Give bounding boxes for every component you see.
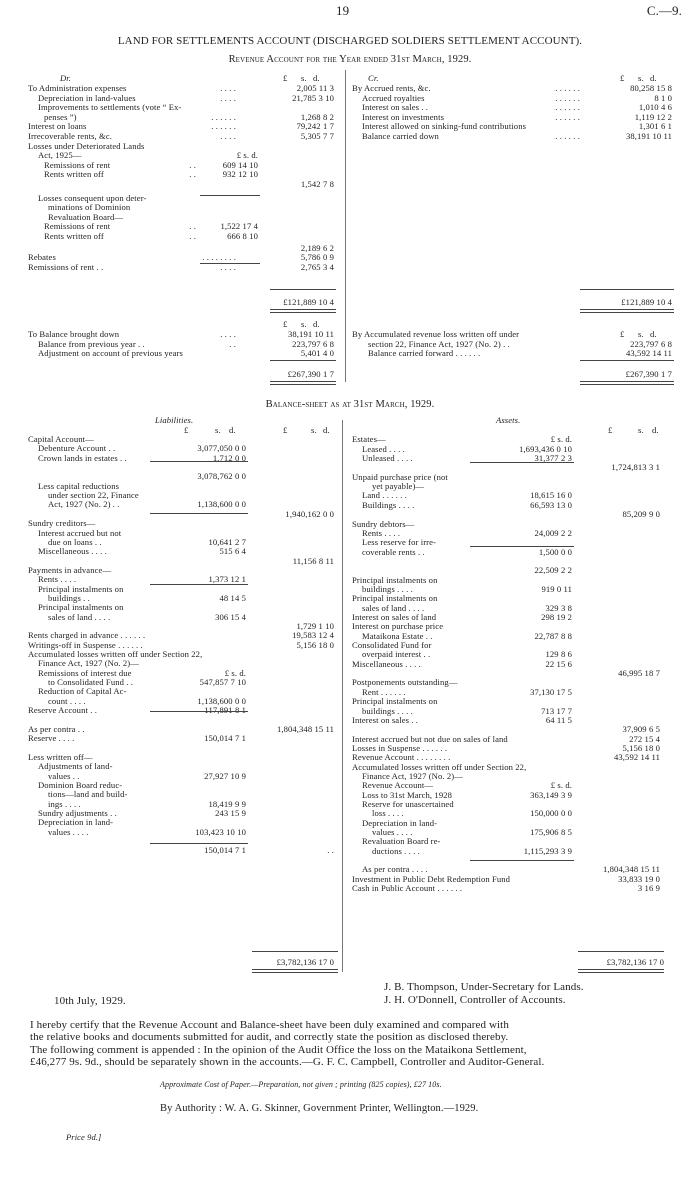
balance-sheet-title: Balance-sheet as at 31st March, 1929. [265, 399, 435, 410]
liabilities-total: £3,782,136 17 0 [276, 957, 334, 967]
col-pounds: £ [283, 425, 288, 435]
revenue-debit-amount: 5,786 0 9 [300, 252, 334, 263]
asset-amount: 5,156 18 0 [622, 742, 660, 753]
revenue-debit-label: Rents written off [44, 231, 104, 241]
asset-subamount: £ s. d. [550, 780, 572, 791]
leader-dots: . . . . . . . . [202, 252, 236, 263]
col-shillings: s. [638, 73, 644, 83]
liability-subamount: 18,419 9 9 [208, 798, 246, 809]
liability-label: Reduction of Capital Ac- [38, 686, 127, 697]
liability-subamount: 3,077,050 0 0 [197, 443, 246, 454]
revenue-debit-label: Revaluation Board— [48, 211, 124, 222]
liability-label: Dominion Board reduc- [38, 779, 123, 790]
asset-label: coverable rents . . [362, 546, 425, 557]
revenue-credit-label: By Accumulated revenue loss written off under [352, 329, 520, 339]
liability-label: Depreciation in land- [38, 817, 114, 828]
liability-label: under section 22, Finance [48, 490, 139, 501]
leader-dots: . . . . [220, 329, 236, 339]
revenue-debit-amount: 5,401 4 0 [300, 348, 334, 359]
revenue-debit-amount: 2,005 11 3 [296, 83, 334, 93]
liability-label: values . . [48, 770, 80, 781]
asset-label: Depreciation in land- [362, 817, 438, 828]
revenue-debit-label: To Balance brought down [28, 329, 120, 339]
revenue-credit-amount: 38,191 10 11 [626, 131, 672, 141]
asset-label: Estates— [352, 434, 386, 445]
liability-label: Rents . . . . [38, 574, 77, 585]
price-note: Price 9d.] [66, 1132, 102, 1142]
asset-label: values . . . . [372, 827, 413, 838]
liability-amount: 19,583 12 4 [292, 630, 334, 641]
revenue-debit-label: Losses consequent upon deter- [38, 192, 147, 203]
liability-amount: 11,156 8 11 [292, 555, 334, 566]
liability-subamount: 150,014 7 1 [204, 733, 246, 744]
liabilities-heading: Liabilities. [155, 415, 194, 425]
revenue-debit-label: To Administration expenses [28, 83, 127, 93]
signature-date: 10th July, 1929. [54, 995, 126, 1007]
revenue-debit-amount: 79,242 1 7 [296, 121, 334, 132]
asset-label: ductions . . . . [372, 845, 420, 856]
asset-subamount: 18,615 16 0 [530, 490, 572, 501]
revenue-debit-label: Rebates [28, 252, 56, 263]
asset-subamount: 22,787 8 8 [534, 630, 572, 641]
revenue-debit-label: Adjustment on account of previous years [38, 348, 183, 359]
revenue-debit-total: £267,390 1 7 [287, 369, 334, 379]
liability-label: Act, 1927 (No. 2) . . [48, 499, 120, 510]
liability-subamount: £ s. d. [224, 667, 246, 678]
liability-label: Rents charged in advance . . . . . . [28, 630, 146, 641]
revenue-debit-label: minations of Dominion [48, 202, 131, 213]
liability-subamount: 1,138,600 0 0 [197, 499, 246, 510]
revenue-credit-label: Interest allowed on sinking-fund contributions [362, 121, 527, 132]
leader-dots: . . . . . . [555, 111, 580, 122]
credit-heading: Cr. [368, 73, 379, 83]
printer-authority: By Authority : W. A. G. Skinner, Government Printer, Wellington.—1929. [160, 1103, 479, 1114]
leader-dots: . . . . . . [211, 111, 236, 122]
liability-subamount: 243 15 9 [215, 808, 246, 818]
rule [580, 360, 674, 361]
asset-label: Reserve for unascertained [362, 799, 454, 809]
liability-amount: 1,940,162 0 0 [285, 508, 334, 519]
liability-subamount: 103,423 10 10 [195, 826, 246, 837]
audit-certificate-line: £46,277 9s. 9d., should be separately shown in the accounts.—G. F. C. Campbell, Controller and Auditor-General. [30, 1055, 545, 1068]
asset-subamount: 919 0 11 [541, 583, 572, 594]
liability-label: Reserve Account . . [28, 705, 97, 716]
revenue-account-title: Revenue Account for the Year ended 31st March, 1929. [228, 54, 472, 65]
asset-amount: 272 15 4 [629, 733, 660, 744]
revenue-debit-label: Improvements to settlements (vote “ Ex- [38, 102, 182, 113]
liability-label: Capital Account— [28, 434, 94, 444]
report-reference: C.—9. [646, 3, 682, 18]
asset-label: Investment in Public Debt Redemption Fund [352, 873, 511, 884]
revenue-credit-total: £121,889 10 4 [621, 297, 672, 307]
asset-label: Revaluation Board re- [362, 836, 441, 847]
asset-subamount: 66,593 13 0 [530, 499, 572, 510]
liability-amount: 5,156 18 0 [296, 639, 334, 650]
revenue-debit-label: Balance from previous year . . [38, 338, 145, 349]
revenue-credit-label: By Accrued rents, &c. [352, 83, 431, 93]
leader-dots: . . . . [220, 131, 236, 141]
asset-label: Accumulated losses written off under Section 22, [352, 761, 527, 772]
asset-subamount: 1,500 0 0 [538, 546, 572, 557]
document-title: LAND FOR SETTLEMENTS ACCOUNT (DISCHARGED SOLDIERS SETTLEMENT ACCOUNT). [117, 35, 583, 47]
asset-label: Land . . . . . . [362, 490, 408, 501]
revenue-debit-subamount: 1,522 17 4 [220, 221, 258, 232]
asset-label: Principal instalments on [352, 696, 438, 707]
asset-subamount: 129 8 6 [545, 649, 572, 660]
asset-subamount: 1,693,436 0 10 [519, 443, 572, 454]
asset-label: sales of land . . . . [362, 602, 425, 613]
rule [580, 289, 674, 290]
liability-subamount: 1,138,600 0 0 [197, 695, 246, 706]
asset-subamount: 22,509 2 2 [534, 565, 572, 576]
col-pounds: £ [620, 329, 625, 339]
asset-subamount: 329 3 8 [545, 602, 572, 613]
col-shillings: s. [311, 425, 317, 435]
liability-subamount: 306 15 4 [215, 611, 246, 622]
liability-label: ings . . . . [48, 798, 81, 809]
asset-label: Unleased . . . . [362, 453, 413, 464]
liability-label: Principal instalments on [38, 583, 124, 594]
revenue-debit-label: Remissions of rent [44, 221, 111, 232]
signature-under-secretary: J. B. Thompson, Under-Secretary for Lands. [384, 981, 584, 993]
asset-label: Interest on sales of land [352, 612, 437, 622]
liability-label: Less capital reductions [38, 480, 120, 491]
col-pence: d. [652, 425, 659, 435]
leader-dots: . . . . [220, 83, 236, 93]
leader-dots: . . [189, 231, 196, 241]
revenue-credit-label: section 22, Finance Act, 1927 (No. 2) . . [368, 338, 510, 349]
double-rule [580, 309, 674, 313]
liability-label: Writings-off in Suspense . . . . . . [28, 639, 143, 650]
asset-label: Revenue Account . . . . . . . . [352, 752, 451, 763]
asset-subamount: 713 17 7 [541, 705, 572, 716]
asset-subamount: 64 11 5 [545, 714, 572, 725]
asset-label: Principal instalments on [352, 593, 438, 604]
revenue-debit-amount: 2,765 3 4 [300, 261, 334, 272]
asset-label: buildings . . . . [362, 705, 413, 716]
liability-label: Less written off— [28, 751, 93, 762]
leader-dots: . . . . . . [555, 102, 580, 113]
asset-subamount: 175,906 8 5 [530, 827, 572, 838]
liability-subamount: 547,857 7 10 [199, 677, 246, 688]
asset-amount: 85,209 9 0 [622, 509, 660, 520]
rule [200, 195, 260, 196]
liability-label: count . . . . [48, 695, 86, 706]
col-pence: d. [323, 425, 330, 435]
revenue-credit-total: £267,390 1 7 [625, 369, 672, 379]
liability-label: Accumulated losses written off under Section 22, [28, 649, 203, 660]
double-rule [270, 309, 336, 313]
rule [150, 513, 248, 514]
rule [470, 860, 574, 861]
col-shillings: s. [215, 425, 221, 435]
rule [150, 843, 248, 844]
liability-label: to Consolidated Fund . . [48, 677, 133, 688]
asset-label: Interest accrued but not due on sales of land [352, 733, 508, 744]
asset-amount: 1,804,348 15 11 [602, 864, 660, 875]
rule [200, 263, 260, 264]
asset-subamount: 298 19 2 [541, 612, 572, 622]
liability-label: Adjustments of land- [38, 761, 113, 772]
col-pence: d. [313, 319, 320, 329]
asset-amount: 43,592 14 11 [614, 752, 660, 763]
revenue-credit-amount: 223,797 6 8 [630, 338, 672, 349]
liability-subamount: 48 14 5 [219, 592, 246, 603]
col-pence: d. [229, 425, 236, 435]
leader-dots: . . . . . . [555, 131, 580, 141]
asset-subamount: 24,009 2 2 [534, 527, 572, 538]
col-pounds: £ [283, 319, 288, 329]
debit-heading: Dr. [60, 73, 72, 83]
asset-label: Revenue Account— [362, 780, 434, 791]
asset-subamount: 37,130 17 5 [530, 686, 572, 697]
rule [270, 360, 336, 361]
asset-label: Principal instalments on [352, 574, 438, 585]
asset-label: Mataikona Estate . . [362, 630, 433, 641]
liability-label: As per contra . . [28, 723, 85, 734]
liability-label: Remissions of interest due [38, 667, 132, 678]
liability-label: Finance Act, 1927 (No. 2)— [38, 658, 139, 669]
asset-label: Sundry debtors— [352, 518, 415, 529]
liability-subamount: 150,014 7 1 [204, 845, 246, 856]
col-pounds: £ [608, 425, 613, 435]
liability-label: sales of land . . . . [48, 611, 111, 622]
asset-label: Postponements outstanding— [352, 677, 458, 688]
asset-label: Rent . . . . . . [362, 686, 406, 697]
rule [150, 461, 248, 462]
assets-heading: Assets. [496, 415, 521, 425]
revenue-debit-amount: 2,189 6 2 [300, 242, 334, 253]
revenue-credit-label: Balance carried down [362, 131, 439, 141]
col-pounds: £ [620, 73, 625, 83]
liability-label: values . . . . [48, 826, 89, 837]
asset-amount: 33,833 19 0 [618, 873, 660, 884]
leader-dots: . . . . . . [555, 83, 580, 93]
asset-label: Rents . . . . [362, 527, 401, 538]
revenue-debit-label: Interest on loans [28, 121, 87, 132]
rule [470, 546, 574, 547]
liability-label: Principal instalments on [38, 602, 124, 613]
liability-label: Interest accrued but not [38, 527, 122, 538]
revenue-debit-label: Remissions of rent . . [28, 261, 104, 272]
col-pence: d. [313, 73, 320, 83]
asset-label: Miscellaneous . . . . [352, 658, 421, 669]
liability-subamount: 27,927 10 9 [204, 770, 246, 781]
double-rule [252, 969, 338, 973]
assets-total: £3,782,136 17 0 [606, 957, 664, 967]
revenue-debit-subamount: 609 14 10 [222, 159, 258, 170]
revenue-debit-label: Losses under Deteriorated Lands [28, 140, 145, 151]
rule [150, 584, 248, 585]
asset-label: Unpaid purchase price (not [352, 471, 448, 482]
liability-label: buildings . . [48, 592, 90, 603]
revenue-debit-subamount: 666 8 10 [227, 231, 258, 241]
cost-note: Approximate Cost of Paper.—Preparation, not given ; printing (825 copies), £27 10s. [160, 1080, 442, 1089]
liability-subamount: 10,641 2 7 [208, 536, 246, 547]
asset-subamount: £ s. d. [550, 434, 572, 445]
double-rule [578, 969, 664, 973]
revenue-debit-label: Remissions of rent [44, 159, 111, 170]
asset-label: buildings . . . . [362, 583, 413, 594]
liability-amount: . . [327, 845, 334, 856]
leader-dots: . . . . [220, 261, 236, 272]
rule [270, 289, 336, 290]
asset-label: Cash in Public Account . . . . . . [352, 883, 463, 894]
liability-subamount: 1,373 12 1 [208, 574, 246, 585]
rule [578, 951, 664, 952]
asset-amount: 3 16 9 [637, 883, 660, 894]
asset-label: As per contra . . . . [362, 864, 428, 875]
revenue-credit-amount: 1,119 12 2 [634, 111, 672, 122]
col-pounds: £ [184, 425, 189, 435]
col-shillings: s. [638, 425, 644, 435]
revenue-debit-label: Act, 1925— [38, 150, 82, 161]
revenue-credit-label: Accrued royalties [362, 92, 425, 103]
liability-subamount: 515 6 4 [219, 546, 246, 557]
rule [252, 951, 338, 952]
asset-label: Loss to 31st March, 1928 [362, 789, 453, 800]
audit-certificate-line: I hereby certify that the Revenue Account and Balance-sheet have been duly examined and compared with [30, 1019, 509, 1031]
revenue-debit-label: Rents written off [44, 169, 104, 180]
col-shillings: s. [638, 329, 644, 339]
col-shillings: s. [301, 73, 307, 83]
col-pounds: £ [283, 73, 288, 83]
signature-controller: J. H. O'Donnell, Controller of Accounts. [384, 994, 566, 1006]
leader-dots: . . [189, 221, 196, 232]
asset-label: Losses in Suspense . . . . . . [352, 742, 448, 753]
asset-label: loss . . . . [372, 808, 404, 819]
liability-label: Payments in advance— [28, 564, 112, 575]
asset-subamount: 22 15 6 [545, 658, 572, 669]
revenue-credit-label: Balance carried forward . . . . . . [368, 348, 481, 359]
asset-amount: 46,995 18 7 [618, 668, 660, 679]
revenue-debit-label: penses ”) [44, 111, 77, 122]
revenue-debit-amount: 223,797 6 8 [292, 338, 334, 349]
revenue-credit-amount: 80,258 15 8 [630, 83, 672, 93]
liability-amount: 1,729 1 10 [296, 621, 334, 631]
revenue-debit-amount: 21,785 3 10 [292, 92, 334, 103]
liability-label: Miscellaneous . . . . [38, 546, 107, 557]
audit-certificate-line: The following comment is appended : In the opinion of the Audit Office the loss on the Mataikona Settlement, [30, 1043, 527, 1056]
liability-label: Reserve . . . . [28, 733, 75, 744]
asset-label: Leased . . . . [362, 443, 405, 454]
revenue-debit-total: £121,889 10 4 [283, 297, 334, 307]
liability-subamount: 117,891 8 1 [204, 705, 246, 716]
double-rule [580, 381, 674, 385]
liability-label: tions—land and build- [48, 789, 128, 800]
asset-label: yet payable)— [372, 481, 425, 492]
asset-label: Interest on sales . . [352, 714, 419, 725]
liability-label: due on loans . . [48, 536, 102, 547]
asset-amount: 1,724,813 3 1 [611, 462, 660, 473]
liability-label: Sundry creditors— [28, 518, 96, 529]
leader-dots: . . [229, 338, 236, 349]
liability-label: Debenture Account . . [38, 443, 116, 454]
rule [150, 711, 248, 712]
revenue-credit-label: Interest on sales . . [362, 102, 429, 113]
liability-label: Crown lands in estates . . [38, 452, 127, 463]
asset-subamount: 363,149 3 9 [530, 789, 572, 800]
asset-subamount: 150,000 0 0 [530, 808, 572, 819]
revenue-debit-label: Depreciation in land-values [38, 92, 136, 103]
revenue-credit-amount: 1,010 4 6 [638, 102, 672, 113]
liability-subamount: 1,712 0 0 [212, 452, 246, 463]
col-shillings: s. [301, 319, 307, 329]
asset-label: Interest on purchase price [352, 621, 444, 632]
asset-label: Finance Act, 1927 (No. 2)— [362, 770, 463, 781]
asset-label: Less reserve for irre- [362, 537, 437, 548]
revenue-debit-amount: 5,305 7 7 [300, 131, 334, 141]
leader-dots: . . . . . . [555, 92, 580, 103]
revenue-debit-subamount: 932 12 10 [222, 169, 258, 180]
page-number: 19 [336, 3, 350, 18]
asset-label: Consolidated Fund for [352, 640, 432, 651]
rule [470, 462, 574, 463]
col-pence: d. [650, 73, 657, 83]
audit-certificate-line: the relative books and documents submitted for audit, and correctly state the position as disclosed thereby. [30, 1031, 509, 1044]
leader-dots: . . . . . . [211, 121, 236, 132]
liability-subamount: 3,078,762 0 0 [197, 471, 246, 482]
col-pence: d. [650, 329, 657, 339]
liability-label: Sundry adjustments . . [38, 808, 117, 818]
asset-subamount: 1,115,293 3 9 [523, 845, 572, 856]
asset-label: Buildings . . . . [362, 499, 415, 510]
leader-dots: . . [189, 169, 196, 180]
leader-dots: . . [189, 159, 196, 170]
revenue-credit-label: Interest on investments [362, 111, 445, 122]
asset-amount: 37,909 6 5 [622, 724, 660, 735]
revenue-credit-amount: 43,592 14 11 [626, 348, 672, 359]
revenue-debit-subamount: £ s. d. [236, 150, 258, 161]
column-divider [342, 420, 343, 972]
leader-dots: . . . . [220, 92, 236, 103]
double-rule [270, 381, 336, 385]
revenue-debit-amount: 1,542 7 8 [300, 179, 334, 189]
revenue-credit-amount: 8 1 0 [654, 92, 672, 103]
asset-label: overpaid interest . . [362, 649, 431, 660]
revenue-credit-amount: 1,301 6 1 [638, 121, 672, 132]
revenue-debit-label: Irrecoverable rents, &c. [28, 131, 112, 141]
asset-subamount: 31,377 2 3 [534, 453, 572, 464]
liability-amount: 1,804,348 15 11 [276, 723, 334, 734]
revenue-debit-amount: 1,268 8 2 [300, 111, 334, 122]
revenue-debit-amount: 38,191 10 11 [288, 329, 334, 339]
column-divider [345, 70, 346, 382]
